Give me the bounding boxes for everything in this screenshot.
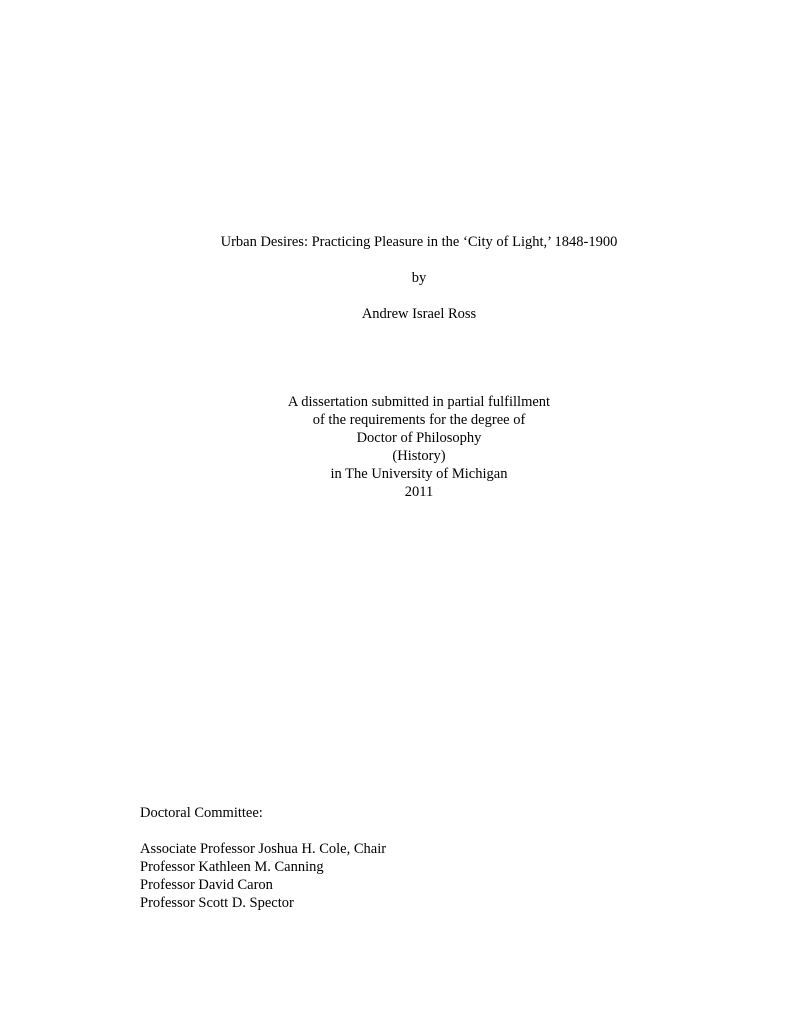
committee-member: Professor David Caron (140, 877, 273, 893)
statement-line: A dissertation submitted in partial fulfillment (287, 394, 551, 410)
doctoral-committee (140, 804, 640, 912)
degree-statement (0, 393, 791, 501)
committee-member: Associate Professor Joshua H. Cole, Chair (140, 841, 387, 857)
committee-member: Professor Scott D. Spector (140, 895, 294, 911)
statement-line: of the requirements for the degree of (312, 412, 526, 428)
dissertation-title: Urban Desires: Practicing Pleasure in the ‘City of Light,’ 1848-1900 (220, 234, 618, 250)
university-name: in The University of Michigan (330, 466, 508, 482)
field-of-study: (History) (392, 448, 446, 464)
committee-member: Professor Kathleen M. Canning (140, 859, 324, 875)
degree-name: Doctor of Philosophy (356, 430, 482, 446)
degree-year: 2011 (404, 484, 434, 500)
by-line: by (411, 270, 427, 286)
committee-heading: Doctoral Committee: (140, 805, 263, 821)
author-name: Andrew Israel Ross (361, 306, 477, 322)
